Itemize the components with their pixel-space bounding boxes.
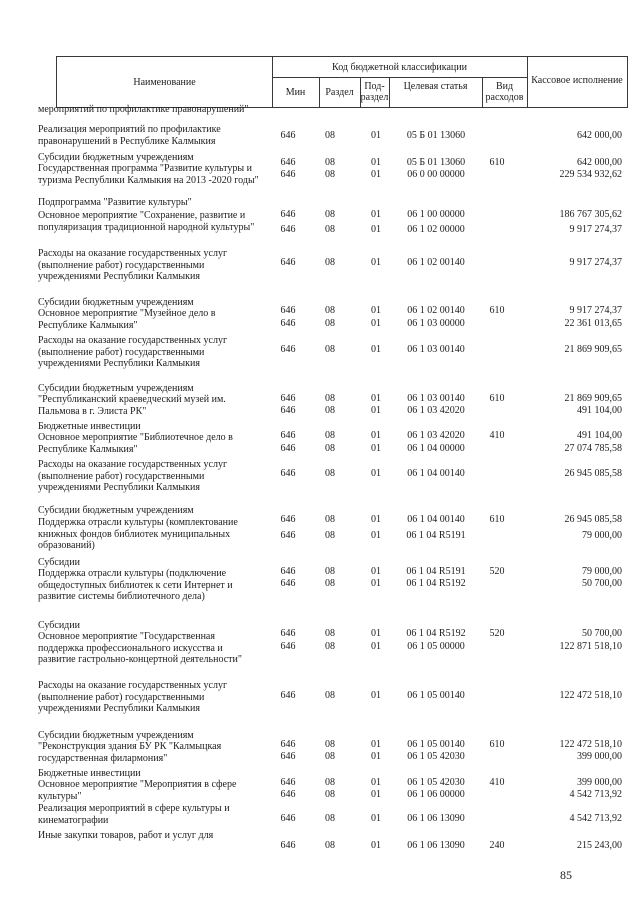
cell-name: Субсидии бюджетным учреждениям [38, 505, 194, 516]
cell-podrazdel: 01 [371, 305, 381, 316]
cell-kassa: 215 243,00 [577, 840, 622, 851]
cell-name: Расходы на оказание государственных услуг (выполнение работ) государственными учреждениями Республики Калмыкия [38, 335, 228, 369]
cell-razdel: 08 [325, 751, 335, 762]
cell-kassa: 229 534 932,62 [559, 169, 622, 180]
cell-name: Государственная программа "Развитие культуры и туризма Республики Калмыкия на 2013 -2020 годы" [38, 163, 259, 186]
cell-vid: 410 [489, 430, 505, 441]
cell-min: 646 [280, 393, 296, 404]
cell-razdel: 08 [325, 169, 335, 180]
cell-name: Основное мероприятие "Мероприятия в сфере культуры" [38, 779, 237, 802]
cell-name: Основное мероприятие "Государственная поддержка профессионального искусства и развитие гастрольно-концертной деятельности" [38, 631, 242, 665]
cell-podrazdel: 01 [371, 257, 381, 268]
cell-kassa: 79 000,00 [582, 566, 622, 577]
cell-celevaya: 05 Б 01 13060 [406, 157, 466, 168]
cell-min: 646 [280, 813, 296, 824]
cell-kassa: 186 767 305,62 [559, 209, 622, 220]
cell-min: 646 [280, 468, 296, 479]
cell-kassa: 26 945 085,58 [564, 514, 622, 525]
cell-celevaya: 05 Б 01 13060 [406, 130, 466, 141]
cell-name: Субсидии бюджетным учреждениям [38, 383, 194, 394]
cell-vid: 240 [489, 840, 505, 851]
cell-razdel: 08 [325, 209, 335, 220]
cell-celevaya: 06 1 03 00140 [407, 393, 465, 404]
cell-min: 646 [280, 628, 296, 639]
cell-celevaya: 06 1 05 42030 [407, 777, 465, 788]
table-header [56, 56, 628, 108]
cell-min: 646 [280, 257, 296, 268]
cell-min: 646 [280, 690, 296, 701]
cell-razdel: 08 [325, 641, 335, 652]
cell-celevaya: 06 1 06 00000 [407, 789, 465, 800]
cell-name: Основное мероприятие "Библиотечное дело в Республике Калмыкия" [38, 432, 233, 455]
cell-name: Поддержка отрасли культуры (подключение общедоступных библиотек к сети Интернет и развитие системы библиотечного дела) [38, 568, 233, 602]
cell-podrazdel: 01 [371, 789, 381, 800]
cell-celevaya: 06 1 02 00000 [407, 224, 465, 235]
cell-razdel: 08 [325, 344, 335, 355]
cell-kassa: 9 917 274,37 [569, 305, 622, 316]
cell-vid: 520 [489, 566, 505, 577]
cell-name: Субсидии бюджетным учреждениям [38, 152, 194, 163]
cell-podrazdel: 01 [371, 751, 381, 762]
cell-razdel: 08 [325, 305, 335, 316]
cell-name: Подпрограмма "Развитие культуры" [38, 197, 192, 208]
cell-podrazdel: 01 [371, 130, 381, 141]
cell-razdel: 08 [325, 789, 335, 800]
cell-name: Бюджетные инвестиции [38, 421, 141, 432]
cell-razdel: 08 [325, 813, 335, 824]
cell-kassa: 26 945 085,58 [564, 468, 622, 479]
cell-name: Расходы на оказание государственных услуг (выполнение работ) государственными учреждениями Республики Калмыкия [38, 459, 228, 493]
cell-name: Иные закупки товаров, работ и услуг для [38, 830, 214, 841]
cell-celevaya: 06 1 06 13090 [407, 813, 465, 824]
header-razdel: Раздел [325, 87, 354, 98]
header-min: Мин [285, 87, 306, 98]
cell-vid: 610 [489, 393, 505, 404]
cell-kassa: 642 000,00 [577, 130, 622, 141]
cell-kassa: 9 917 274,37 [569, 224, 622, 235]
cell-celevaya: 06 1 04 00140 [407, 468, 465, 479]
cell-min: 646 [280, 578, 296, 589]
cell-kassa: 9 917 274,37 [569, 257, 622, 268]
cell-celevaya: 06 1 04 R5191 [406, 530, 466, 541]
cell-vid: 610 [489, 305, 505, 316]
cell-podrazdel: 01 [371, 443, 381, 454]
cell-podrazdel: 01 [371, 430, 381, 441]
cell-min: 646 [280, 530, 296, 541]
cell-podrazdel: 01 [371, 690, 381, 701]
header-podrazdel: Под-раздел [360, 81, 389, 103]
cell-razdel: 08 [325, 468, 335, 479]
cell-podrazdel: 01 [371, 840, 381, 851]
cell-kassa: 491 104,00 [577, 405, 622, 416]
cell-celevaya: 06 1 00 00000 [407, 209, 465, 220]
cell-name: Субсидии бюджетным учреждениям [38, 297, 194, 308]
cell-razdel: 08 [325, 224, 335, 235]
cell-min: 646 [280, 514, 296, 525]
cell-min: 646 [280, 318, 296, 329]
cell-celevaya: 06 1 04 R5191 [406, 566, 466, 577]
cell-razdel: 08 [325, 257, 335, 268]
cell-razdel: 08 [325, 566, 335, 577]
cell-kassa: 50 700,00 [582, 578, 622, 589]
header-kassa: Кассовое исполнение [531, 75, 623, 86]
cell-razdel: 08 [325, 628, 335, 639]
cell-razdel: 08 [325, 530, 335, 541]
cell-min: 646 [280, 751, 296, 762]
cell-name: Расходы на оказание государственных услуг (выполнение работ) государственными учреждениями Республики Калмыкия [38, 680, 228, 714]
cell-podrazdel: 01 [371, 169, 381, 180]
cell-min: 646 [280, 209, 296, 220]
cell-podrazdel: 01 [371, 514, 381, 525]
cell-min: 646 [280, 840, 296, 851]
cell-podrazdel: 01 [371, 578, 381, 589]
cell-kassa: 4 542 713,92 [569, 789, 622, 800]
cell-celevaya: 06 1 04 R5192 [406, 578, 466, 589]
cell-celevaya: 06 1 04 R5192 [406, 628, 466, 639]
cell-kassa: 21 869 909,65 [564, 393, 622, 404]
cell-celevaya: 06 0 00 00000 [407, 169, 465, 180]
cell-celevaya: 06 1 03 42020 [407, 430, 465, 441]
cell-razdel: 08 [325, 840, 335, 851]
cell-min: 646 [280, 224, 296, 235]
header-celevaya: Целевая статья [403, 81, 468, 92]
cell-name: Основное мероприятие "Сохранение, развитие и популяризация традиционной народной культуры" [38, 210, 255, 233]
cell-kassa: 50 700,00 [582, 628, 622, 639]
cell-podrazdel: 01 [371, 209, 381, 220]
cell-min: 646 [280, 157, 296, 168]
cell-podrazdel: 01 [371, 318, 381, 329]
cell-razdel: 08 [325, 443, 335, 454]
cell-kassa: 122 871 518,10 [559, 641, 622, 652]
cell-name: Реализация мероприятий в сфере культуры и кинематографии [38, 803, 230, 826]
cell-kassa: 122 472 518,10 [559, 739, 622, 750]
cell-kassa: 21 869 909,65 [564, 344, 622, 355]
cell-name: мероприятий по профилактике правонарушений" [38, 104, 249, 115]
cell-kassa: 4 542 713,92 [569, 813, 622, 824]
cell-name: "Реконструкция здания БУ РК "Калмыцкая государственная филармония" [38, 741, 222, 764]
cell-podrazdel: 01 [371, 777, 381, 788]
cell-min: 646 [280, 344, 296, 355]
cell-kassa: 27 074 785,58 [564, 443, 622, 454]
cell-podrazdel: 01 [371, 739, 381, 750]
cell-podrazdel: 01 [371, 405, 381, 416]
header-vid: Вид расходов [485, 81, 524, 103]
cell-razdel: 08 [325, 405, 335, 416]
cell-min: 646 [280, 130, 296, 141]
cell-podrazdel: 01 [371, 468, 381, 479]
cell-min: 646 [280, 566, 296, 577]
cell-razdel: 08 [325, 514, 335, 525]
cell-podrazdel: 01 [371, 393, 381, 404]
cell-vid: 610 [489, 514, 505, 525]
cell-podrazdel: 01 [371, 344, 381, 355]
cell-name: Поддержка отрасли культуры (комплектование книжных фондов библиотек муниципальных образований) [38, 517, 238, 551]
cell-celevaya: 06 1 04 00140 [407, 514, 465, 525]
cell-name: Субсидии [38, 557, 80, 568]
cell-name: Субсидии [38, 620, 80, 631]
cell-min: 646 [280, 405, 296, 416]
cell-razdel: 08 [325, 777, 335, 788]
cell-podrazdel: 01 [371, 224, 381, 235]
cell-name: Основное мероприятие "Музейное дело в Республике Калмыкия" [38, 308, 216, 331]
cell-podrazdel: 01 [371, 530, 381, 541]
cell-celevaya: 06 1 02 00140 [407, 257, 465, 268]
cell-podrazdel: 01 [371, 157, 381, 168]
cell-kassa: 399 000,00 [577, 751, 622, 762]
header-name: Наименование [133, 77, 196, 88]
cell-kassa: 399 000,00 [577, 777, 622, 788]
cell-vid: 610 [489, 157, 505, 168]
cell-min: 646 [280, 443, 296, 454]
cell-celevaya: 06 1 05 00140 [407, 690, 465, 701]
cell-celevaya: 06 1 06 13090 [407, 840, 465, 851]
cell-celevaya: 06 1 03 00000 [407, 318, 465, 329]
cell-min: 646 [280, 169, 296, 180]
cell-razdel: 08 [325, 393, 335, 404]
cell-celevaya: 06 1 03 00140 [407, 344, 465, 355]
cell-celevaya: 06 1 02 00140 [407, 305, 465, 316]
cell-kassa: 122 472 518,10 [559, 690, 622, 701]
cell-min: 646 [280, 789, 296, 800]
cell-min: 646 [280, 777, 296, 788]
cell-name: "Республиканский краеведческий музей им. Пальмова в г. Элиста РК" [38, 394, 226, 417]
cell-razdel: 08 [325, 318, 335, 329]
cell-name: Бюджетные инвестиции [38, 768, 141, 779]
cell-celevaya: 06 1 04 00000 [407, 443, 465, 454]
cell-name: Расходы на оказание государственных услуг (выполнение работ) государственными учреждениями Республики Калмыкия [38, 248, 228, 282]
header-code: Код бюджетной классификации [332, 62, 467, 73]
cell-razdel: 08 [325, 578, 335, 589]
cell-vid: 610 [489, 739, 505, 750]
cell-min: 646 [280, 430, 296, 441]
cell-name: Субсидии бюджетным учреждениям [38, 730, 194, 741]
cell-min: 646 [280, 739, 296, 750]
cell-min: 646 [280, 641, 296, 652]
cell-name: Реализация мероприятий по профилактике правонарушений в Республике Калмыкия [38, 124, 221, 147]
cell-vid: 410 [489, 777, 505, 788]
cell-podrazdel: 01 [371, 566, 381, 577]
cell-podrazdel: 01 [371, 641, 381, 652]
cell-razdel: 08 [325, 690, 335, 701]
cell-celevaya: 06 1 03 42020 [407, 405, 465, 416]
cell-podrazdel: 01 [371, 628, 381, 639]
cell-razdel: 08 [325, 130, 335, 141]
cell-celevaya: 06 1 05 00000 [407, 641, 465, 652]
cell-razdel: 08 [325, 739, 335, 750]
cell-celevaya: 06 1 05 42030 [407, 751, 465, 762]
page-number: 85 [560, 868, 572, 882]
cell-kassa: 491 104,00 [577, 430, 622, 441]
cell-podrazdel: 01 [371, 813, 381, 824]
cell-min: 646 [280, 305, 296, 316]
cell-celevaya: 06 1 05 00140 [407, 739, 465, 750]
cell-vid: 520 [489, 628, 505, 639]
cell-razdel: 08 [325, 157, 335, 168]
cell-kassa: 22 361 013,65 [564, 318, 622, 329]
cell-razdel: 08 [325, 430, 335, 441]
cell-kassa: 79 000,00 [582, 530, 622, 541]
cell-kassa: 642 000,00 [577, 157, 622, 168]
